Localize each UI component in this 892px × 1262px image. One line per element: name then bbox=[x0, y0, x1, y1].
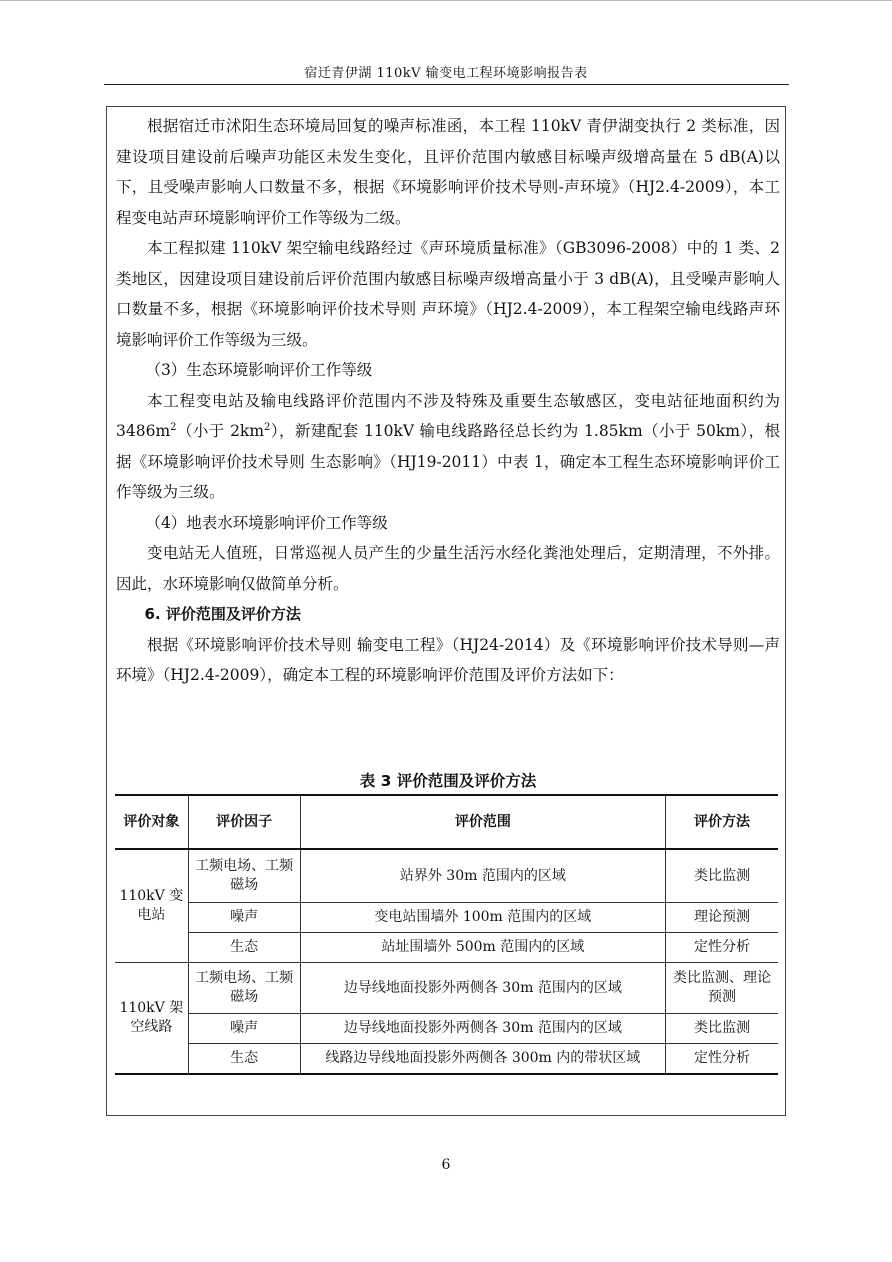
table-row bbox=[115, 1014, 778, 1044]
header-factor: 评价因子 bbox=[188, 795, 300, 849]
superscript-1: 2 bbox=[170, 421, 177, 433]
ecology-text-b: （小于 2km bbox=[176, 422, 265, 440]
subheading-surface-water-level: （4）地表水环境影响评价工作等级 bbox=[145, 513, 388, 532]
range-cell: 站界外 30m 范围内的区域 bbox=[300, 849, 666, 903]
range-cell: 站址围墙外 500m 范围内的区域 bbox=[300, 933, 666, 963]
evaluation-table bbox=[115, 794, 778, 1075]
subheading-ecology-level: （3）生态环境影响评价工作等级 bbox=[145, 361, 373, 379]
table-row bbox=[115, 1044, 778, 1075]
factor-cell: 生态 bbox=[188, 1044, 300, 1075]
body-text bbox=[116, 111, 780, 691]
factor-cell: 噪声 bbox=[188, 903, 300, 933]
factor-cell: 工频电场、工频磁场 bbox=[188, 849, 300, 903]
paragraph-line-noise: 本工程拟建 110kV 架空输电线路经过《声环境质量标准》（GB3096-2008）中的 1 类、2 类地区，因建设项目建设前后评价范围内敏感目标噪声级增高量小于 3 dB(A)，且受噪声影响人口数量不多，根据《环境影响评价技术导则 声环境》（HJ2.4-2009），本工程架空输电线路声环境影响评价工作等级为三级。 bbox=[116, 239, 780, 349]
table-row bbox=[115, 849, 778, 903]
table-caption: 表 3 评价范围及评价方法 bbox=[359, 772, 537, 790]
page-number: 6 bbox=[441, 1157, 451, 1173]
running-header: 宿迁青伊湖 110kV 输变电工程环境影响报告表 bbox=[304, 66, 588, 81]
table-row bbox=[115, 963, 778, 1014]
factor-cell: 生态 bbox=[188, 933, 300, 963]
section-heading-6: 6. 评价范围及评价方法 bbox=[144, 605, 301, 623]
page-top-rule bbox=[0, 0, 892, 1]
factor-cell: 噪声 bbox=[188, 1014, 300, 1044]
method-cell: 类比监测、理论预测 bbox=[666, 963, 778, 1014]
paragraph-substation-noise: 根据宿迁市沭阳生态环境局回复的噪声标准函，本工程 110kV 青伊湖变执行 2 类标准，因建设项目建设前后噪声功能区未发生变化，且评价范围内敏感目标噪声级增高量在 5 dB(A)以下，且受噪声影响人口数量不多，根据《环境影响评价技术导则-声环境》（HJ2.4-2009），本工程变电站声环境影响评价工作等级为二级。 bbox=[116, 117, 780, 227]
table-row bbox=[115, 903, 778, 933]
paragraph-surface-water: 变电站无人值班，日常巡视人员产生的少量生活污水经化粪池处理后，定期清理，不外排。因此，水环境影响仅做简单分析。 bbox=[116, 544, 780, 593]
header-range: 评价范围 bbox=[300, 795, 666, 849]
range-cell: 边导线地面投影外两侧各 30m 范围内的区域 bbox=[300, 1014, 666, 1044]
ecology-text-c: ），新建配套 110kV 输电线路路径总长约为 1.85km（小于 50km），根据《环境影响评价技术导则 生态影响》（HJ19-2011）中表 1，确定本工程生态环境影响评价工作等级为三级。 bbox=[116, 422, 781, 501]
ecology-text-a: 本工程变电站及输电线路评价范围内不涉及特殊及重要生态敏感区，变电站征地面积约为 3486m bbox=[116, 391, 780, 440]
object-cell: 110kV 架空线路 bbox=[115, 963, 188, 1075]
paragraph-scope-intro: 根据《环境影响评价技术导则 输变电工程》（HJ24-2014）及《环境影响评价技术导则—声环境》（HJ2.4-2009），确定本工程的环境影响评价范围及评价方法如下： bbox=[116, 635, 780, 684]
object-cell: 110kV 变电站 bbox=[115, 849, 188, 963]
method-cell: 定性分析 bbox=[666, 933, 778, 963]
method-cell: 类比监测 bbox=[666, 1014, 778, 1044]
superscript-2: 2 bbox=[264, 421, 271, 433]
table-header-row bbox=[115, 795, 778, 849]
table-row bbox=[115, 933, 778, 963]
range-cell: 变电站围墙外 100m 范围内的区域 bbox=[300, 903, 666, 933]
paragraph-ecology bbox=[116, 386, 780, 508]
factor-cell: 工频电场、工频磁场 bbox=[188, 963, 300, 1014]
method-cell: 定性分析 bbox=[666, 1044, 778, 1075]
range-cell: 线路边导线地面投影外两侧各 300m 内的带状区域 bbox=[300, 1044, 666, 1075]
method-cell: 理论预测 bbox=[666, 903, 778, 933]
header-method: 评价方法 bbox=[666, 795, 778, 849]
range-cell: 边导线地面投影外两侧各 30m 范围内的区域 bbox=[300, 963, 666, 1014]
header-object: 评价对象 bbox=[115, 795, 188, 849]
method-cell: 类比监测 bbox=[666, 849, 778, 903]
header-rule bbox=[104, 84, 789, 85]
